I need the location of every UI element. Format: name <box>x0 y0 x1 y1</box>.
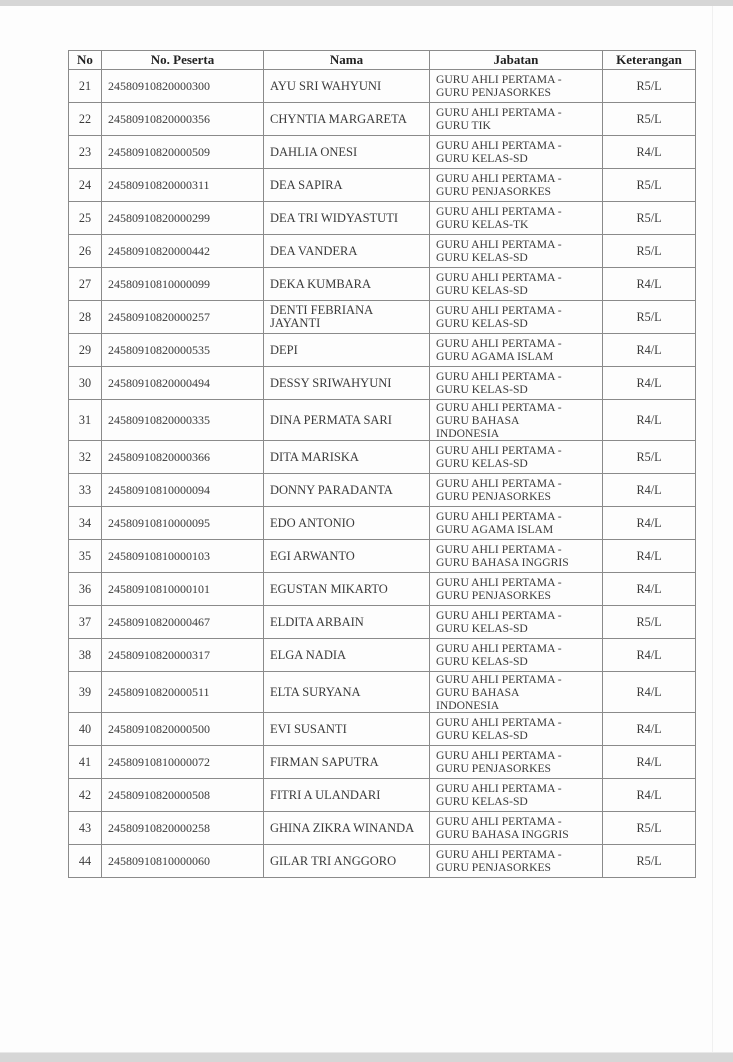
cell-jabatan <box>430 746 603 779</box>
cell-keterangan: R5/L <box>603 812 696 845</box>
cell-nama: DEPI <box>264 334 430 367</box>
jabatan-line: GURU KELAS-SD <box>436 457 528 470</box>
jabatan-line: GURU AHLI PERTAMA - <box>436 370 562 383</box>
table-row <box>69 639 696 672</box>
cell-no-peserta: 24580910810000060 <box>102 845 264 878</box>
cell-no: 41 <box>69 746 102 779</box>
header-jabatan: Jabatan <box>430 51 603 70</box>
cell-no: 37 <box>69 606 102 639</box>
jabatan-line: GURU AHLI PERTAMA - <box>436 238 562 251</box>
cell-no-peserta: 24580910820000467 <box>102 606 264 639</box>
cell-keterangan: R5/L <box>603 235 696 268</box>
cell-jabatan <box>430 301 603 334</box>
cell-nama: DESSY SRIWAHYUNI <box>264 367 430 400</box>
header-no: No <box>69 51 102 70</box>
cell-no: 22 <box>69 103 102 136</box>
cell-no-peserta: 24580910820000317 <box>102 639 264 672</box>
cell-no-peserta: 24580910810000072 <box>102 746 264 779</box>
cell-no-peserta: 24580910820000311 <box>102 169 264 202</box>
cell-nama: ELDITA ARBAIN <box>264 606 430 639</box>
jabatan-line: GURU AHLI PERTAMA - <box>436 672 562 686</box>
cell-nama: DEA VANDERA <box>264 235 430 268</box>
jabatan-line: GURU AHLI PERTAMA - <box>436 609 562 622</box>
jabatan-line: GURU AHLI PERTAMA - <box>436 400 562 414</box>
jabatan-line: GURU KELAS-TK <box>436 218 529 231</box>
viewer-top-bar <box>0 0 733 6</box>
cell-no-peserta: 24580910820000535 <box>102 334 264 367</box>
cell-jabatan <box>430 202 603 235</box>
cell-jabatan <box>430 169 603 202</box>
cell-no: 32 <box>69 441 102 474</box>
jabatan-line: GURU AHLI PERTAMA - <box>436 782 562 795</box>
cell-no: 31 <box>69 400 102 441</box>
cell-keterangan: R5/L <box>603 169 696 202</box>
table-row <box>69 573 696 606</box>
table-row <box>69 474 696 507</box>
cell-jabatan <box>430 672 603 713</box>
cell-jabatan <box>430 812 603 845</box>
jabatan-line: GURU AGAMA ISLAM <box>436 350 554 363</box>
cell-keterangan: R4/L <box>603 713 696 746</box>
cell-nama: ELTA SURYANA <box>264 672 430 713</box>
table-row <box>69 301 696 334</box>
table-body <box>69 70 696 878</box>
cell-no: 23 <box>69 136 102 169</box>
cell-jabatan <box>430 268 603 301</box>
jabatan-line: GURU AHLI PERTAMA - <box>436 543 562 556</box>
cell-nama: ELGA NADIA <box>264 639 430 672</box>
cell-no-peserta: 24580910820000500 <box>102 713 264 746</box>
table-row <box>69 606 696 639</box>
table-row <box>69 169 696 202</box>
cell-keterangan: R5/L <box>603 845 696 878</box>
table-row <box>69 367 696 400</box>
cell-nama: DINA PERMATA SARI <box>264 400 430 441</box>
table-row <box>69 268 696 301</box>
jabatan-line: GURU AGAMA ISLAM <box>436 523 554 536</box>
cell-no-peserta: 24580910820000299 <box>102 202 264 235</box>
cell-jabatan <box>430 540 603 573</box>
header-no-peserta: No. Peserta <box>102 51 264 70</box>
cell-no-peserta: 24580910810000099 <box>102 268 264 301</box>
cell-no-peserta: 24580910820000442 <box>102 235 264 268</box>
cell-no-peserta: 24580910820000335 <box>102 400 264 441</box>
cell-keterangan: R4/L <box>603 746 696 779</box>
cell-jabatan <box>430 235 603 268</box>
jabatan-line: GURU AHLI PERTAMA - <box>436 477 562 490</box>
jabatan-line: GURU KELAS-SD <box>436 251 528 264</box>
cell-keterangan: R4/L <box>603 268 696 301</box>
cell-no: 33 <box>69 474 102 507</box>
cell-no-peserta: 24580910810000095 <box>102 507 264 540</box>
cell-nama: EDO ANTONIO <box>264 507 430 540</box>
jabatan-line: GURU PENJASORKES <box>436 490 551 503</box>
cell-nama: DAHLIA ONESI <box>264 136 430 169</box>
cell-jabatan <box>430 70 603 103</box>
jabatan-line: GURU AHLI PERTAMA - <box>436 106 562 119</box>
cell-jabatan <box>430 136 603 169</box>
table-row <box>69 334 696 367</box>
cell-no-peserta: 24580910810000103 <box>102 540 264 573</box>
jabatan-line: INDONESIA <box>436 426 500 440</box>
cell-nama: GILAR TRI ANGGORO <box>264 845 430 878</box>
cell-jabatan <box>430 713 603 746</box>
cell-no: 30 <box>69 367 102 400</box>
cell-no: 26 <box>69 235 102 268</box>
jabatan-line: GURU PENJASORKES <box>436 762 551 775</box>
cell-keterangan: R5/L <box>603 202 696 235</box>
cell-no: 44 <box>69 845 102 878</box>
jabatan-line: GURU AHLI PERTAMA - <box>436 510 562 523</box>
table-row <box>69 202 696 235</box>
table-row <box>69 507 696 540</box>
jabatan-line: GURU AHLI PERTAMA - <box>436 749 562 762</box>
jabatan-line: GURU PENJASORKES <box>436 86 551 99</box>
cell-jabatan <box>430 845 603 878</box>
jabatan-line: GURU KELAS-SD <box>436 622 528 635</box>
table-row <box>69 672 696 713</box>
cell-nama: EGUSTAN MIKARTO <box>264 573 430 606</box>
jabatan-line: GURU AHLI PERTAMA - <box>436 848 562 861</box>
cell-keterangan: R5/L <box>603 441 696 474</box>
jabatan-line: GURU AHLI PERTAMA - <box>436 172 562 185</box>
cell-jabatan <box>430 441 603 474</box>
jabatan-line: GURU PENJASORKES <box>436 861 551 874</box>
table-row <box>69 713 696 746</box>
cell-no-peserta: 24580910810000101 <box>102 573 264 606</box>
cell-no-peserta: 24580910820000494 <box>102 367 264 400</box>
table-row <box>69 235 696 268</box>
cell-no: 35 <box>69 540 102 573</box>
table-row <box>69 70 696 103</box>
cell-keterangan: R4/L <box>603 334 696 367</box>
cell-nama: DEA SAPIRA <box>264 169 430 202</box>
cell-nama: DEKA KUMBARA <box>264 268 430 301</box>
cell-jabatan <box>430 507 603 540</box>
cell-keterangan: R4/L <box>603 400 696 441</box>
jabatan-line: GURU BAHASA INGGRIS <box>436 828 569 841</box>
cell-no: 40 <box>69 713 102 746</box>
cell-keterangan: R4/L <box>603 136 696 169</box>
jabatan-line: GURU AHLI PERTAMA - <box>436 139 562 152</box>
cell-no: 29 <box>69 334 102 367</box>
jabatan-line: GURU BAHASA <box>436 413 520 427</box>
jabatan-line: GURU BAHASA INGGRIS <box>436 556 569 569</box>
jabatan-line: GURU PENJASORKES <box>436 185 551 198</box>
jabatan-line: GURU AHLI PERTAMA - <box>436 271 562 284</box>
cell-no: 21 <box>69 70 102 103</box>
table-row <box>69 845 696 878</box>
participant-table <box>68 50 696 878</box>
table-row <box>69 779 696 812</box>
cell-no: 28 <box>69 301 102 334</box>
cell-nama: DENTI FEBRIANA JAYANTI <box>264 301 430 334</box>
jabatan-line: GURU AHLI PERTAMA - <box>436 444 562 457</box>
cell-nama: GHINA ZIKRA WINANDA <box>264 812 430 845</box>
jabatan-line: GURU AHLI PERTAMA - <box>436 576 562 589</box>
cell-keterangan: R4/L <box>603 367 696 400</box>
jabatan-line: GURU AHLI PERTAMA - <box>436 304 562 317</box>
table-row <box>69 812 696 845</box>
jabatan-line: GURU AHLI PERTAMA - <box>436 205 562 218</box>
cell-no: 25 <box>69 202 102 235</box>
cell-no-peserta: 24580910820000300 <box>102 70 264 103</box>
cell-keterangan: R4/L <box>603 779 696 812</box>
table-row <box>69 441 696 474</box>
jabatan-line: GURU TIK <box>436 119 491 132</box>
cell-nama: DONNY PARADANTA <box>264 474 430 507</box>
jabatan-line: GURU KELAS-SD <box>436 729 528 742</box>
cell-jabatan <box>430 400 603 441</box>
cell-nama: AYU SRI WAHYUNI <box>264 70 430 103</box>
cell-keterangan: R5/L <box>603 301 696 334</box>
cell-keterangan: R5/L <box>603 70 696 103</box>
cell-keterangan: R5/L <box>603 103 696 136</box>
jabatan-line: GURU KELAS-SD <box>436 317 528 330</box>
cell-keterangan: R4/L <box>603 672 696 713</box>
jabatan-line: GURU AHLI PERTAMA - <box>436 73 562 86</box>
jabatan-line: GURU BAHASA <box>436 685 520 699</box>
cell-no-peserta: 24580910820000356 <box>102 103 264 136</box>
cell-no: 34 <box>69 507 102 540</box>
cell-no-peserta: 24580910820000511 <box>102 672 264 713</box>
cell-no-peserta: 24580910820000366 <box>102 441 264 474</box>
cell-nama: DEA TRI WIDYASTUTI <box>264 202 430 235</box>
page-edge <box>712 6 713 1052</box>
cell-no-peserta: 24580910820000509 <box>102 136 264 169</box>
jabatan-line: GURU AHLI PERTAMA - <box>436 716 562 729</box>
viewer-bottom-bar <box>0 1052 733 1062</box>
cell-no: 38 <box>69 639 102 672</box>
jabatan-line: GURU KELAS-SD <box>436 383 528 396</box>
cell-nama: FIRMAN SAPUTRA <box>264 746 430 779</box>
cell-jabatan <box>430 573 603 606</box>
table-row <box>69 103 696 136</box>
cell-jabatan <box>430 606 603 639</box>
jabatan-line: GURU AHLI PERTAMA - <box>436 815 562 828</box>
cell-no: 43 <box>69 812 102 845</box>
cell-no: 36 <box>69 573 102 606</box>
cell-jabatan <box>430 639 603 672</box>
jabatan-line: INDONESIA <box>436 698 500 712</box>
cell-jabatan <box>430 334 603 367</box>
cell-nama: DITA MARISKA <box>264 441 430 474</box>
jabatan-line: GURU AHLI PERTAMA - <box>436 337 562 350</box>
cell-nama: FITRI A ULANDARI <box>264 779 430 812</box>
table-row <box>69 540 696 573</box>
cell-jabatan <box>430 103 603 136</box>
cell-keterangan: R4/L <box>603 507 696 540</box>
cell-no-peserta: 24580910820000258 <box>102 812 264 845</box>
table-row <box>69 136 696 169</box>
table-row <box>69 400 696 441</box>
cell-no: 24 <box>69 169 102 202</box>
jabatan-line: GURU AHLI PERTAMA - <box>436 642 562 655</box>
cell-nama: EGI ARWANTO <box>264 540 430 573</box>
cell-no: 39 <box>69 672 102 713</box>
jabatan-line: GURU KELAS-SD <box>436 795 528 808</box>
header-nama: Nama <box>264 51 430 70</box>
cell-no-peserta: 24580910820000257 <box>102 301 264 334</box>
jabatan-line: GURU KELAS-SD <box>436 284 528 297</box>
cell-no: 42 <box>69 779 102 812</box>
cell-nama: EVI SUSANTI <box>264 713 430 746</box>
cell-keterangan: R4/L <box>603 639 696 672</box>
cell-no-peserta: 24580910810000094 <box>102 474 264 507</box>
cell-jabatan <box>430 779 603 812</box>
header-keterangan: Keterangan <box>603 51 696 70</box>
cell-no: 27 <box>69 268 102 301</box>
cell-jabatan <box>430 367 603 400</box>
table-header-row <box>69 51 696 70</box>
cell-keterangan: R5/L <box>603 606 696 639</box>
jabatan-line: GURU PENJASORKES <box>436 589 551 602</box>
cell-keterangan: R4/L <box>603 573 696 606</box>
cell-keterangan: R4/L <box>603 474 696 507</box>
cell-jabatan <box>430 474 603 507</box>
cell-keterangan: R4/L <box>603 540 696 573</box>
cell-nama: CHYNTIA MARGARETA <box>264 103 430 136</box>
cell-no-peserta: 24580910820000508 <box>102 779 264 812</box>
jabatan-line: GURU KELAS-SD <box>436 152 528 165</box>
table-row <box>69 746 696 779</box>
jabatan-line: GURU KELAS-SD <box>436 655 528 668</box>
